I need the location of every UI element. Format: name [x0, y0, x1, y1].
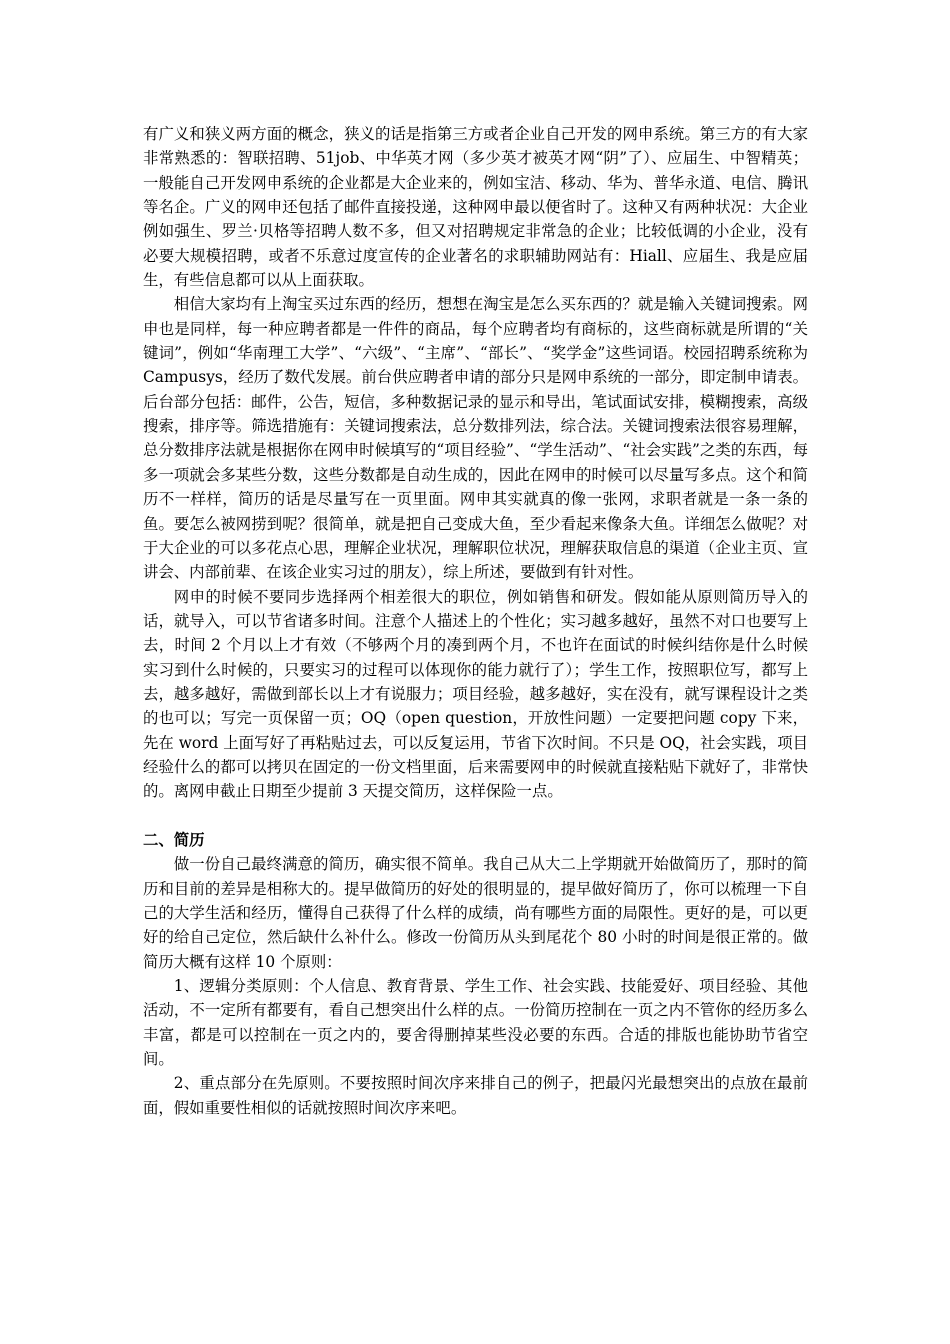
- paragraph-resume-intro: 做一份自己最终满意的简历，确实很不简单。我自己从大二上学期就开始做简历了，那时的简历和目前的差异是相称大的。提早做简历的好处的很明显的，提早做好简历了，你可以梳理一下自己的大学生活和经历，懂得自己获得了什么样的成绩，尚有哪些方面的局限性。更好的是，可以更好的给自己定位，然后缺什么补什么。修改一份简历从头到尾花个 80 小时的时间是很正常的。做简历大概有这样 10 个原则：: [143, 855, 808, 971]
- paragraph-principle-2: 2、重点部分在先原则。不要按照时间次序来排自己的例子，把最闪光最想突出的点放在最前面，假如重要性相似的话就按照时间次序来吧。: [143, 1074, 808, 1117]
- paragraph-online-application-definition: 有广义和狭义两方面的概念，狭义的话是指第三方或者企业自己开发的网申系统。第三方的有大家非常熟悉的：智联招聘、51job、中华英才网（多少英才被英才网“阴”了）、应届生、中智精英；一般能自己开发网申系统的企业都是大企业来的，例如宝洁、移动、华为、普华永道、电信、腾讯等名企。广义的网申还包括了邮件直接投递，这种网申最以便省时了。这种又有两种状况：大企业例如强生、罗兰·贝格等招聘人数不多，但又对招聘规定非常急的企业；比较低调的小企业，没有必要大规模招聘，或者不乐意过度宣传的企业著名的求职辅助网站有：Hiall、应届生、我是应届生，有些信息都可以从上面获取。: [143, 125, 808, 290]
- paragraph-keyword-search: 相信大家均有上淘宝买过东西的经历，想想在淘宝是怎么买东西的？就是输入关键词搜索。网申也是同样，每一种应聘者都是一件件的商品，每个应聘者均有商标的，这些商标就是所谓的“关键词”，例如“华南理工大学”、“六级”、“主席”、“部长”、“奖学金”这些词语。校园招聘系统称为Campusys，经历了数代发展。前台供应聘者申请的部分只是网申系统的一部分，即定制申请表。后台部分包括：邮件，公告，短信，多种数据记录的显示和导出，笔试面试安排，模糊搜索，高级搜索，排序等。筛选措施有：关键词搜索法，总分数排列法，综合法。关键词搜索法很容易理解，总分数排序法就是根据你在网申时候填写的“项目经验”、“学生活动”、“社会实践”之类的东西，每多一项就会多某些分数，这些分数都是自动生成的，因此在网申的时候可以尽量写多点。这个和简历不一样样，简历的话是尽量写在一页里面。网申其实就真的像一张网，求职者就是一条一条的鱼。要怎么被网捞到呢？很简单，就是把自己变成大鱼，至少看起来像条大鱼。详细怎么做呢？对于大企业的可以多花点心思，理解企业状况，理解职位状况，理解获取信息的渠道（企业主页、宣讲会、内部前辈、在该企业实习过的朋友），综上所述，要做到有针对性。: [143, 295, 808, 582]
- section-spacer: [143, 804, 808, 828]
- section-heading-resume: 二、简历: [143, 830, 205, 849]
- document-page: [143, 122, 808, 1120]
- paragraph-principle-1: 1、逻辑分类原则：个人信息、教育背景、学生工作、社会实践、技能爱好、项目经验、其他活动，不一定所有都要有，看自己想突出什么样的点。一份简历控制在一页之内不管你的经历多么丰富，都是可以控制在一页之内的，要舍得删掉某些没必要的东西。合适的排版也能协助节省空间。: [143, 977, 808, 1069]
- paragraph-application-tips: 网申的时候不要同步选择两个相差很大的职位，例如销售和研发。假如能从原则简历导入的话，就导入，可以节省诸多时间。注意个人描述上的个性化；实习越多越好，虽然不对口也要写上去，时间 2 个月以上才有效（不够两个月的凑到两个月，不也许在面试的时候纠结你是什么时候实习到什么时候的，只要实习的过程可以体现你的能力就行了）；学生工作，按照职位写，都写上去，越多越好，需做到部长以上才有说服力；项目经验，越多越好，实在没有，就写课程设计之类的也可以；写完一页保留一页；OQ（open question，开放性问题）一定要把问题 copy 下来，先在 word 上面写好了再粘贴过去，可以反复运用，节省下次时间。不只是 OQ，社会实践，项目经验什么的都可以拷贝在固定的一份文档里面，后来需要网申的时候就直接粘贴下就好了，非常快的。离网申截止日期至少提前 3 天提交简历，这样保险一点。: [143, 587, 808, 801]
